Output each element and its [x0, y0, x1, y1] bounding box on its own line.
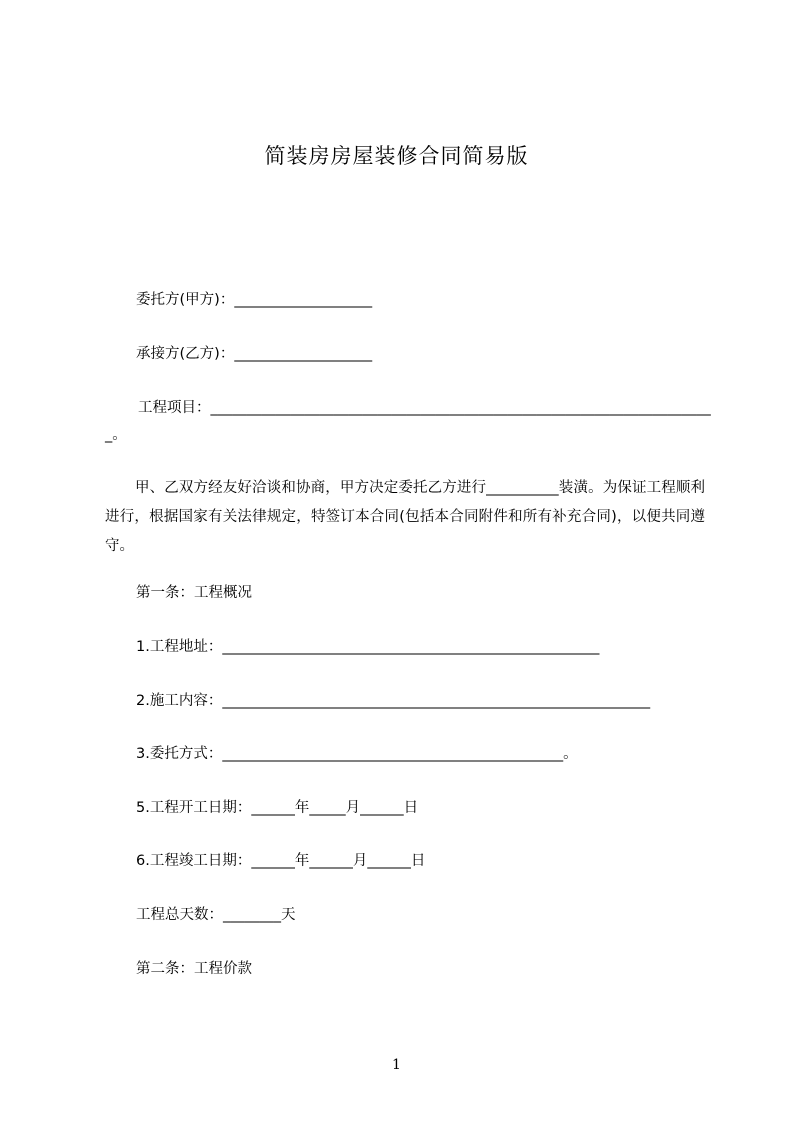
client-party-line: 委托方(甲方)：___________________ [136, 292, 373, 308]
item-3-commission-method: 3.委托方式：_______________________________________________。 [136, 746, 578, 762]
item-1-project-address: 1.工程地址：____________________________________________________ [136, 639, 600, 655]
project-line: 工程项目：_____________________________________________________________________ [138, 400, 711, 416]
item-5-start-date: 5.工程开工日期：______年_____月______日 [136, 800, 419, 816]
total-days-line: 工程总天数：________天 [136, 907, 296, 923]
item-2-construction-content: 2.施工内容：___________________________________________________________ [136, 693, 651, 709]
contractor-party-line: 承接方(乙方)：___________________ [136, 346, 373, 362]
project-line-continuation: _。 [105, 427, 127, 443]
article-2-heading: 第二条：工程价款 [136, 961, 252, 977]
article-1-heading: 第一条：工程概况 [136, 585, 252, 601]
item-6-completion-date: 6.工程竣工日期：______年______月______日 [136, 853, 426, 869]
intro-paragraph: 甲、乙双方经友好洽谈和协商，甲方决定委托乙方进行__________装潢。为保证工程顺利进行，根据国家有关法律规定，特签订本合同(包括本合同附件和所有补充合同)，以便共同遵守。 [105, 480, 705, 554]
document-title: 简装房房屋装修合同简易版 [264, 144, 529, 168]
page-number: 1 [392, 1057, 401, 1073]
